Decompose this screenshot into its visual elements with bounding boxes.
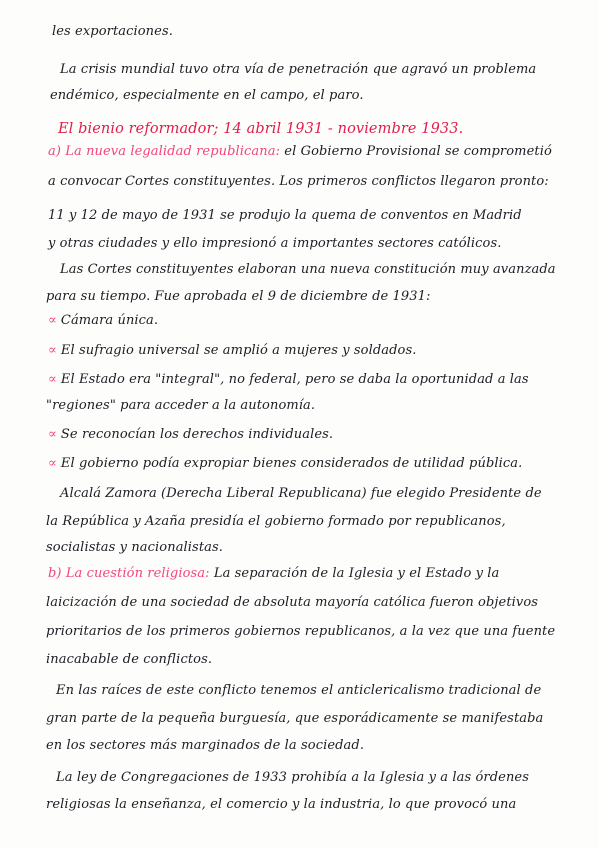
- list-item-text: Cámara única.: [60, 313, 159, 328]
- alpha-bullet-icon: ∝: [48, 343, 57, 358]
- text-line: La crisis mundial tuvo otra vía de penetración que agravó un problema: [60, 62, 537, 77]
- text-line: socialistas y nacionalistas.: [46, 540, 224, 555]
- text-fragment: el Gobierno Provisional se comprometió: [280, 144, 552, 159]
- text-line: "regiones" para acceder a la autonomía.: [46, 398, 316, 413]
- list-item-text: El Estado era "integral", no federal, pero se daba la oportunidad a las: [60, 372, 529, 387]
- list-item: [48, 456, 522, 472]
- text-line: 11 y 12 de mayo de 1931 se produjo la quema de conventos en Madrid: [48, 208, 522, 223]
- alpha-bullet-icon: ∝: [48, 313, 57, 328]
- subsection-heading: b) La cuestión religiosa:: [48, 566, 210, 581]
- list-item: [48, 427, 333, 443]
- text-line: prioritarios de los primeros gobiernos republicanos, a la vez que una fuente: [46, 624, 556, 639]
- text-line: Alcalá Zamora (Derecha Liberal Republicana) fue elegido Presidente de: [60, 486, 542, 501]
- list-item: [48, 372, 529, 388]
- text-line: [48, 144, 552, 160]
- text-line: endémico, especialmente en el campo, el paro.: [50, 88, 364, 103]
- list-item-text: Se reconocían los derechos individuales.: [60, 427, 334, 442]
- text-line: gran parte de la pequeña burguesía, que esporádicamente se manifestaba: [46, 711, 544, 726]
- list-item: [48, 343, 416, 359]
- text-line: a convocar Cortes constituyentes. Los primeros conflictos llegaron pronto:: [48, 174, 549, 189]
- text-line: y otras ciudades y ello impresionó a importantes sectores católicos.: [48, 236, 502, 251]
- alpha-bullet-icon: ∝: [48, 427, 57, 442]
- text-line: religiosas la enseñanza, el comercio y la industria, lo que provocó una: [46, 797, 517, 812]
- alpha-bullet-icon: ∝: [48, 372, 57, 387]
- alpha-bullet-icon: ∝: [48, 456, 57, 471]
- text-line: En las raíces de este conflicto tenemos el anticlericalismo tradicional de: [56, 683, 542, 698]
- text-line: en los sectores más marginados de la sociedad.: [46, 738, 365, 753]
- list-item-text: El gobierno podía expropiar bienes considerados de utilidad pública.: [60, 456, 523, 471]
- text-line: La ley de Congregaciones de 1933 prohibía a la Iglesia y a las órdenes: [56, 770, 529, 785]
- text-fragment: La separación de la Iglesia y el Estado y la: [209, 566, 500, 581]
- text-line: laicización de una sociedad de absoluta mayoría católica fueron objetivos: [46, 595, 539, 610]
- text-line: inacabable de conflictos.: [46, 652, 213, 667]
- subsection-heading: a) La nueva legalidad republicana:: [48, 144, 281, 159]
- list-item: [48, 313, 158, 329]
- text-line: la República y Azaña presidía el gobierno formado por republicanos,: [46, 514, 506, 529]
- text-line: les exportaciones.: [52, 24, 173, 39]
- text-line: Las Cortes constituyentes elaboran una nueva constitución muy avanzada: [60, 262, 556, 277]
- section-heading: El bienio reformador; 14 abril 1931 - noviembre 1933.: [58, 121, 464, 137]
- text-line: [48, 566, 499, 582]
- text-line: para su tiempo. Fue aprobada el 9 de diciembre de 1931:: [46, 289, 431, 304]
- list-item-text: El sufragio universal se amplió a mujeres y soldados.: [60, 343, 417, 358]
